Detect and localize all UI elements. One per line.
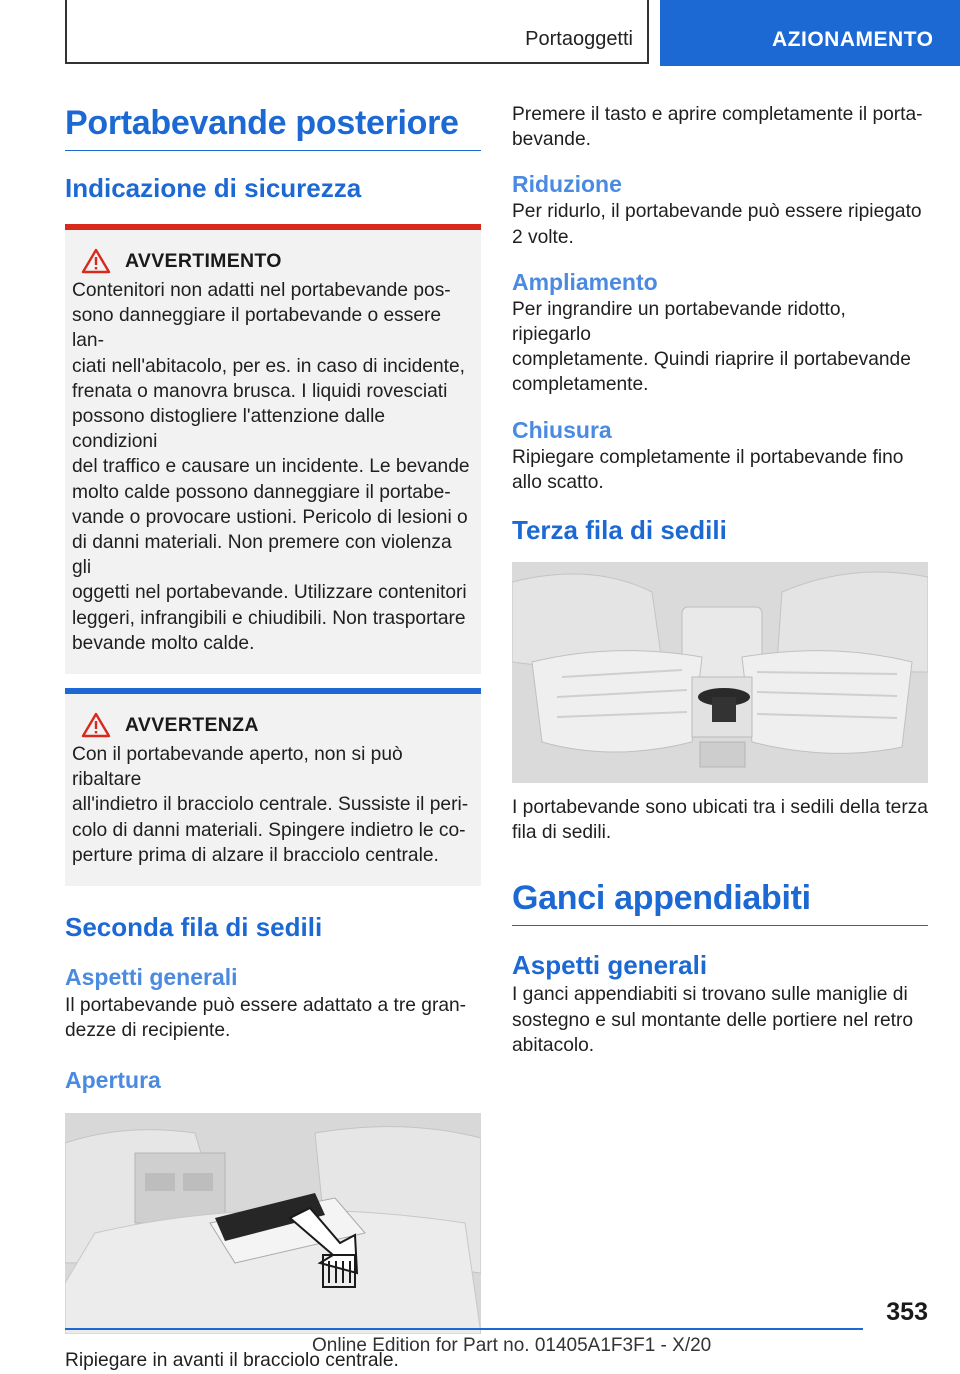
footer-rule (65, 1328, 863, 1330)
reduction-heading: Riduzione (512, 171, 622, 198)
armrest-illustration (65, 1113, 481, 1334)
page-title: Portabevande posteriore (65, 96, 481, 151)
third-row-heading: Terza fila di sedili (512, 515, 727, 546)
notice-text: Con il portabevande aperto, non si può ribaltare all'indietro il bracciolo centrale. Sussiste il peri- colo di danni materiali. Spingere indietro le co- perture prima di alzare il bracciolo centrale. (72, 744, 469, 866)
third-row-illustration (512, 562, 928, 783)
right-column (512, 96, 928, 1058)
edition-text: Online Edition for Part no. 01405A1F3F1 - X/20 (312, 1335, 712, 1356)
safety-heading: Indicazione di sicurezza (65, 173, 362, 203)
warning-text: Contenitori non adatti nel portabevande pos- sono danneggiare il portabevande o essere lan- ciati nell'abitacolo, per es. in caso di incidente, frenata o manovra brusca. I liquidi rovesciati possono distogliere l'attenzione dalle condizioni del traffico e causare un incidente. Le bevande molto calde possono danneggiare il portabe- vande o provocare ustioni. Pericolo di lesioni o di danni materiali. Non premere con violenza gli oggetti nel portabevande. Utilizzare contenitori leggeri, infrangibili e chiudibili. Non trasportare bevande molto calde. (72, 280, 470, 654)
caution-triangle-icon (81, 712, 111, 738)
expansion-text: Per ingrandire un portabevande ridotto, ripiegarlo completamente. Quindi riaprire il portabevande completamente. (512, 298, 911, 396)
third-row-figure (512, 562, 928, 783)
notice-box (65, 688, 481, 886)
hooks-title: Ganci appendiabiti (512, 871, 928, 926)
warning-label: AVVERTIMENTO (125, 249, 282, 272)
chapter-tab[interactable] (660, 0, 960, 66)
opening-instructions: Premere il tasto e aprire completamente il porta- bevande. (512, 104, 923, 151)
hooks-text: I ganci appendiabiti si trovano sulle maniglie di sostegno e sul montante delle portiere nel retro abitacolo. (512, 984, 914, 1056)
reduction-text: Per ridurlo, il portabevande può essere ripiegato 2 volte. (512, 201, 922, 248)
header-section-title: Portaoggetti (525, 28, 633, 50)
header-section-box (65, 0, 649, 64)
chapter-tab-label: AZIONAMENTO (772, 28, 934, 51)
opening-heading: Apertura (65, 1067, 161, 1094)
opening-caption: Ripiegare in avanti il bracciolo centrale. (65, 1350, 399, 1372)
left-column (65, 96, 481, 1374)
expansion-heading: Ampliamento (512, 268, 658, 295)
page-number: 353 (886, 1298, 928, 1326)
notice-label: AVVERTENZA (125, 713, 259, 736)
armrest-figure (65, 1113, 481, 1334)
general-heading: Aspetti generali (65, 964, 238, 991)
closing-text: Ripiegare completamente il portabevande fino allo scatto. (512, 446, 904, 493)
warning-box (65, 224, 481, 674)
general-text: Il portabevande può essere adattato a tre gran- dezze di recipiente. (65, 995, 467, 1042)
hooks-general-heading: Aspetti generali (512, 950, 708, 981)
warning-triangle-icon (81, 248, 111, 274)
second-row-heading: Seconda fila di sedili (65, 912, 323, 943)
closing-heading: Chiusura (512, 416, 612, 443)
third-row-caption: I portabevande sono ubicati tra i sedili della terza fila di sedili. (512, 797, 928, 844)
footer-edition (312, 1335, 711, 1357)
